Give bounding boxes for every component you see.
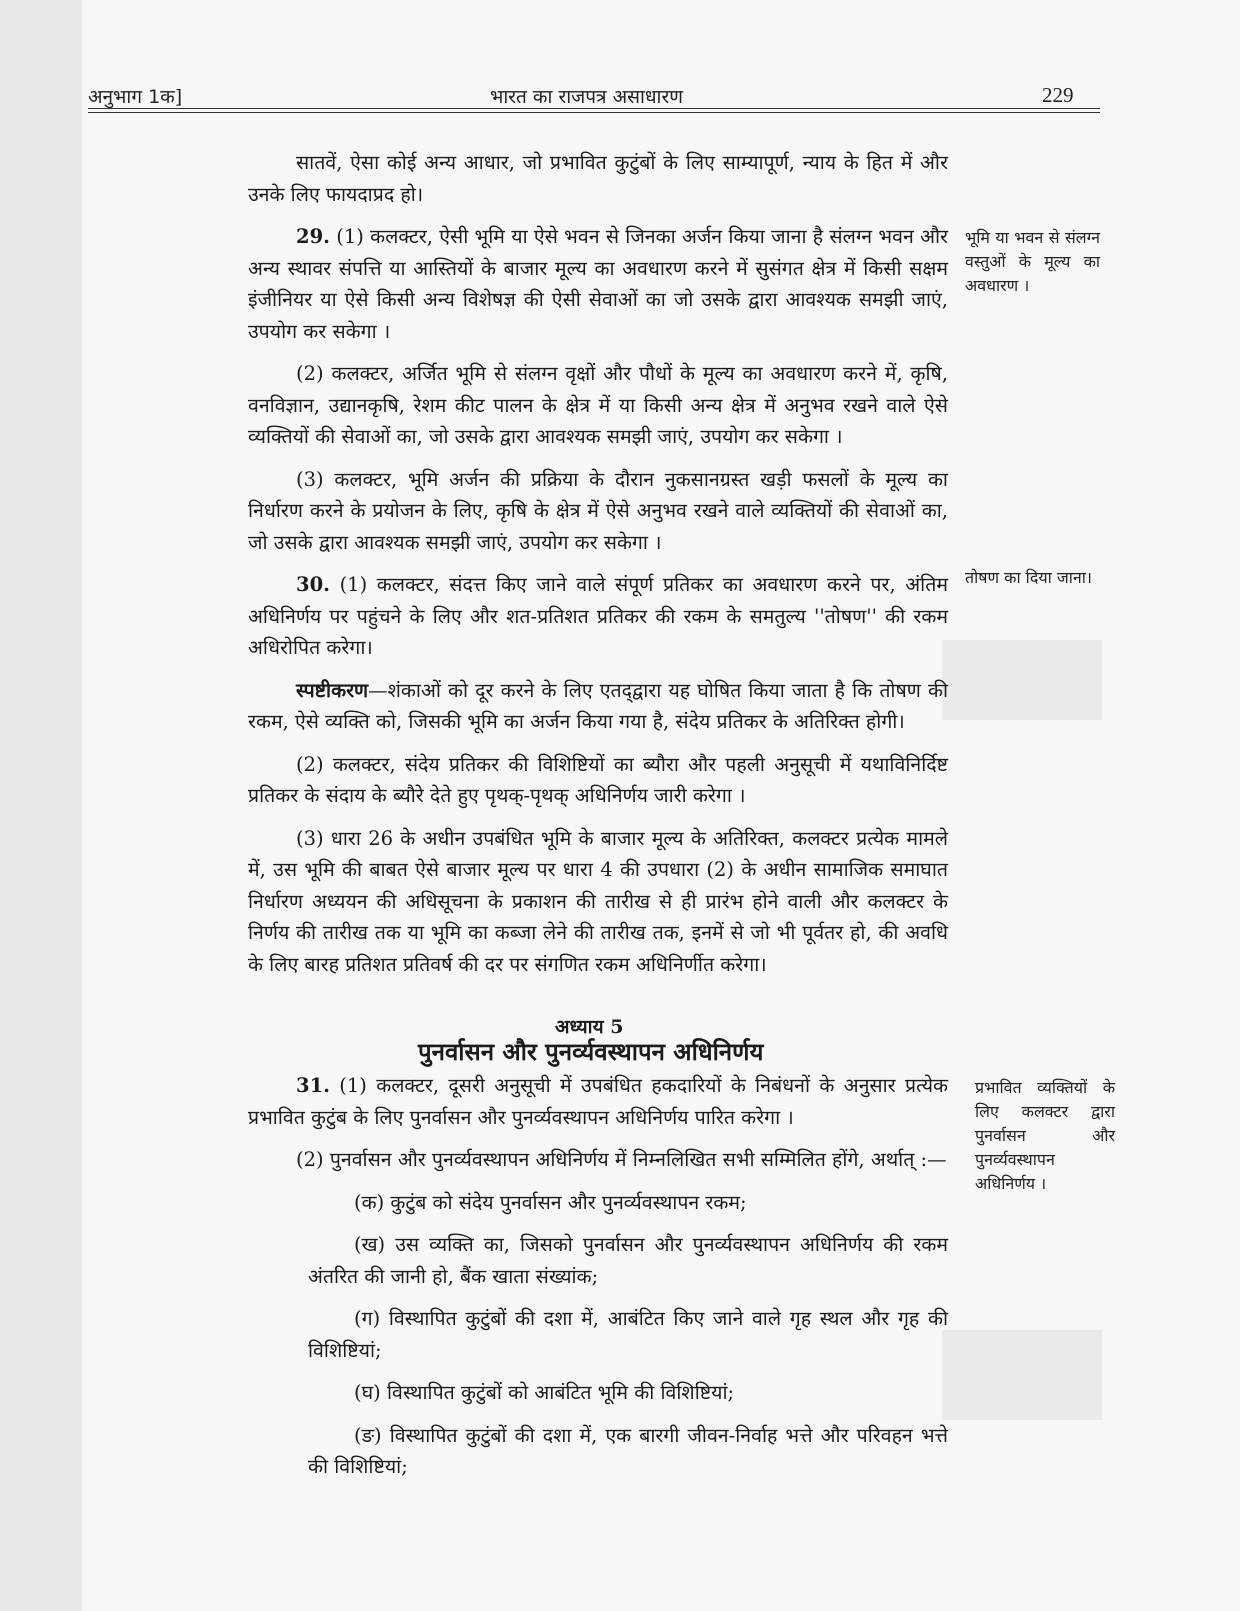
list-item: (ङ) विस्थापित कुटुंबों की दशा में, एक बारगी जीवन-निर्वाह भत्ते और परिवहन भत्ते की विशिष्टियां; <box>308 1423 948 1478</box>
section-31-text <box>248 1070 948 1483</box>
section-29-1 <box>248 221 948 347</box>
bleed-through-shadow <box>942 640 1102 720</box>
section-29-2: (2) कलक्टर, अर्जित भूमि से संलग्न वृक्षों और पौधों के मूल्य का अवधारण करने में, कृषि, वनविज्ञान, उद्यानकृषि, रेशम कीट पालन के क्षेत्र में या किसी अन्य क्षेत्र में अनुभव रखने वाले ऐसे व्यक्तियों की सेवाओं का, जो उसके द्वारा आवश्यक समझी जाएं, उपयोग कर सकेगा । <box>248 362 948 448</box>
section-30-2: (2) कलक्टर, संदेय प्रतिकर की विशिष्टियों का ब्यौरा और पहली अनुसूची में यथाविनिर्दिष्ट प्रतिकर के संदाय के ब्यौरे देते हुए पृथक्-पृथक् अधिनिर्णय जारी करेगा । <box>248 752 948 807</box>
section-text: (1) कलक्टर, संदत्त किए जाने वाले संपूर्ण प्रतिकर का अवधारण करने पर, अंतिम अधिनिर्णय पर पहुंचने के लिए और शत-प्रतिशत प्रतिकर की रकम के समतुल्य ''तोषण'' की रकम अधिरोपित करेगा। <box>248 573 948 659</box>
section-number: 30. <box>296 573 330 596</box>
header-section: अनुभाग 1क] <box>88 86 183 108</box>
chapter-label: अध्याय 5 <box>555 1016 624 1038</box>
list-item: (ग) विस्थापित कुटुंबों की दशा में, आबंटित किए जाने वाले गृह स्थल और गृह की विशिष्टियां; <box>308 1307 948 1362</box>
page-number: 229 <box>1042 83 1074 107</box>
section-31-2: (2) पुनर्वासन और पुनर्व्यवस्थापन अधिनिर्णय में निम्नलिखित सभी सम्मिलित होंगे, अर्थात् :— <box>296 1148 947 1171</box>
side-note-30: तोषण का दिया जाना। <box>965 568 1092 587</box>
list-item: (घ) विस्थापित कुटुंबों को आबंटित भूमि की विशिष्टियां; <box>354 1381 735 1404</box>
para-seventh: सातवें, ऐसा कोई अन्य आधार, जो प्रभावित कुटुंबों के लिए साम्यापूर्ण, न्याय के हित में और उनके लिए फायदाप्रद हो। <box>248 151 948 206</box>
header-rule <box>88 112 1100 113</box>
chapter-title: पुनर्वासन और पुनर्व्यवस्थापन अधिनिर्णय <box>418 1037 764 1066</box>
header-rule <box>88 108 1100 109</box>
section-30-3: (3) धारा 26 के अधीन उपबंधित भूमि के बाजार मूल्य के अतिरिक्त, कलक्टर प्रत्येक मामले में, उस भूमि की बाबत ऐसे बाजार मूल्य पर धारा 4 की उपधारा (2) के अधीन सामाजिक समाघात निर्धारण अध्ययन की अधिसूचना के प्रकाशन की तारीख से ही प्रारंभ होने वाली और कलक्टर के निर्णय की तारीख तक या भूमि का कब्जा लेने की तारीख तक, इनमें से जो भी पूर्वतर हो, की अवधि के लिए बारह प्रतिशत प्रतिवर्ष की दर पर संगणित रकम अधिनिर्णीत करेगा। <box>248 826 948 976</box>
section-31-1 <box>248 1070 948 1133</box>
section-number: 29. <box>296 225 330 248</box>
bleed-through-shadow <box>942 1330 1102 1420</box>
explanation-label: स्पष्टीकरण <box>296 678 369 702</box>
section-30-1 <box>248 569 948 664</box>
list-item: (ख) उस व्यक्ति का, जिसको पुनर्वासन और पुनर्व्यवस्थापन अधिनिर्णय की रकम अंतरित की जानी हो, बैंक खाता संख्यांक; <box>308 1233 948 1288</box>
section-text: (1) कलक्टर, ऐसी भूमि या ऐसे भवन से जिनका अर्जन किया जाना है संलग्न भवन और अन्य स्थावर संपत्ति या आस्तियों के बाजार मूल्य का अवधारण करने में सुसंगत क्षेत्र में किसी सक्षम इंजीनियर या ऐसे किसी अन्य विशेषज्ञ की ऐसी सेवाओं का जो उसके द्वारा आवश्यक समझी जाएं, उपयोग कर सकेगा । <box>248 225 948 343</box>
side-note-31: प्रभावित व्यक्तियों के लिए कलक्टर द्वारा पुनर्वासन और पुनर्व्यवस्थापन अधिनिर्णय । <box>975 1078 1115 1193</box>
explanation <box>248 675 948 738</box>
header-title: भारत का राजपत्र असाधारण <box>490 86 683 108</box>
explanation-text: —शंकाओं को दूर करने के लिए एतद्‌द्वारा यह घोषित किया जाता है कि तोषण की रकम, ऐसे व्यक्ति को, जिसकी भूमि का अर्जन किया गया है, संदेय प्रतिकर के अतिरिक्त होगी। <box>248 678 948 733</box>
side-note-29: भूमि या भवन से संलग्न वस्तुओं के मूल्य का अवधारण । <box>965 228 1100 295</box>
section-number: 31. <box>296 1074 330 1097</box>
section-29-3: (3) कलक्टर, भूमि अर्जन की प्रक्रिया के दौरान नुकसानग्रस्त खड़ी फसलों के मूल्य का निर्धारण करने के प्रयोजन के लिए, कृषि के क्षेत्र में ऐसे अनुभव रखने वाले व्यक्तियों की सेवाओं का, जो उसके द्वारा आवश्यक समझी जाएं, उपयोग कर सकेगा । <box>248 467 948 554</box>
list-item: (क) कुटुंब को संदेय पुनर्वासन और पुनर्व्यवस्थापन रकम; <box>354 1190 747 1214</box>
section-29-30-text <box>248 147 948 980</box>
section-text: (1) कलक्टर, दूसरी अनुसूची में उपबंधित हकदारियों के निबंधनों के अनुसार प्रत्येक प्रभावित कुटुंब के लिए पुनर्वासन और पुनर्व्यवस्थापन अधिनिर्णय पारित करेगा । <box>248 1074 948 1129</box>
